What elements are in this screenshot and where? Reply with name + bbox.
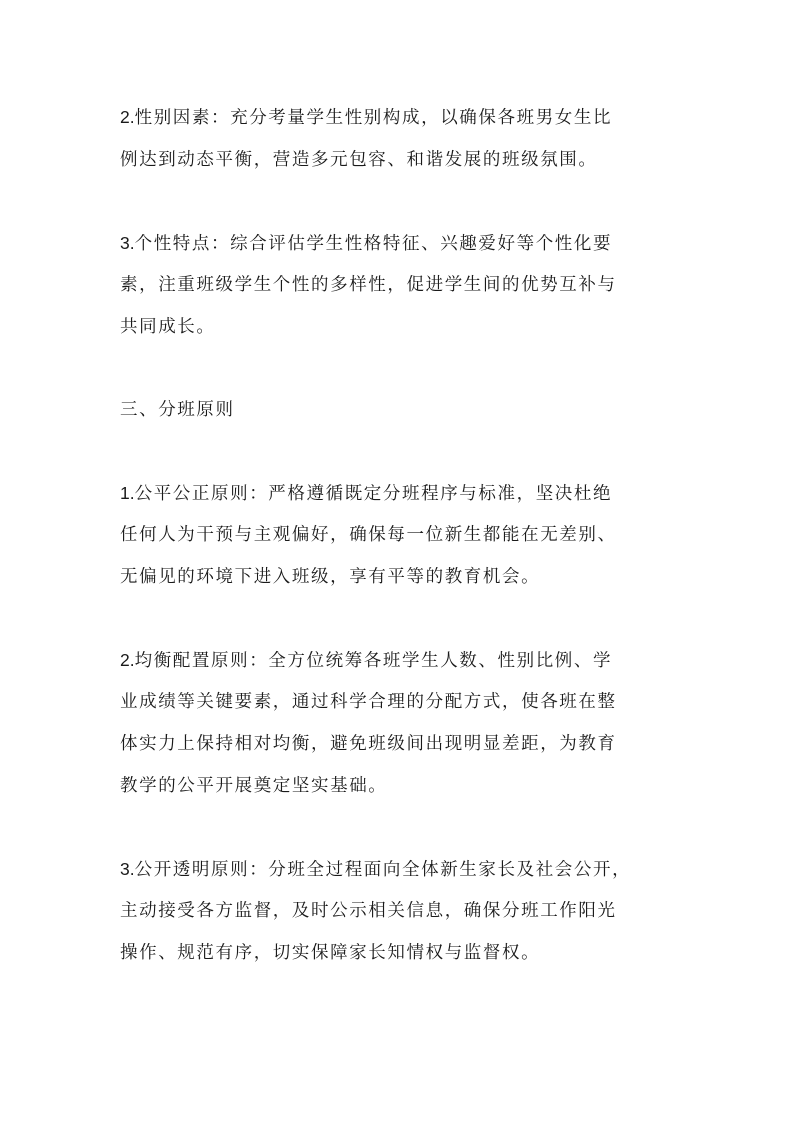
list-number: 2.	[120, 650, 135, 670]
paragraph-line	[120, 566, 680, 588]
line-text: 个性特点：综合评估学生性格特征、兴趣爱好等个性化要	[134, 234, 613, 254]
paragraph-line	[120, 316, 680, 338]
paragraph-line	[120, 106, 680, 129]
line-text: 素，注重班级学生个性的多样性，促进学生间的优势互补与	[120, 275, 617, 295]
line-text: 性别因素：充分考量学生性别构成，以确保各班男女生比	[134, 108, 613, 128]
list-number: 1.	[120, 483, 135, 503]
paragraph-line	[120, 942, 680, 964]
heading-text: 三、分班原则	[120, 400, 235, 420]
paragraph-line	[120, 733, 680, 755]
line-text: 主动接受各方监督，及时公示相关信息，确保分班工作阳光	[120, 901, 617, 921]
line-text: 共同成长。	[120, 317, 216, 337]
line-text: 公开透明原则：分班全过程面向全体新生家长及社会公开，	[134, 860, 632, 880]
paragraph-line	[120, 524, 680, 546]
paragraph-line	[120, 858, 680, 881]
list-number: 3.	[120, 859, 135, 879]
paragraph-line	[120, 232, 680, 255]
line-text: 教学的公平开展奠定坚实基础。	[120, 776, 388, 796]
paragraph-line	[120, 482, 680, 505]
line-text: 公平公正原则：严格遵循既定分班程序与标准，坚决杜绝	[134, 484, 613, 504]
line-text: 业成绩等关键要素，通过科学合理的分配方式，使各班在整	[120, 692, 617, 712]
paragraph-line	[120, 649, 680, 672]
paragraph-line	[120, 900, 680, 922]
paragraph-line	[120, 775, 680, 797]
line-text: 任何人为干预与主观偏好，确保每一位新生都能在无差别、	[120, 525, 617, 545]
paragraph-line	[120, 274, 680, 296]
line-text: 均衡配置原则：全方位统筹各班学生人数、性别比例、学	[134, 651, 613, 671]
paragraph-line	[120, 149, 680, 171]
paragraph-line	[120, 691, 680, 713]
list-number: 3.	[120, 233, 135, 253]
line-text: 体实力上保持相对均衡，避免班级间出现明显差距，为教育	[120, 734, 617, 754]
section-heading	[120, 399, 680, 421]
line-text: 无偏见的环境下进入班级，享有平等的教育机会。	[120, 567, 541, 587]
line-text: 例达到动态平衡，营造多元包容、和谐发展的班级氛围。	[120, 150, 598, 170]
list-number: 2.	[120, 107, 135, 127]
line-text: 操作、规范有序，切实保障家长知情权与监督权。	[120, 943, 541, 963]
